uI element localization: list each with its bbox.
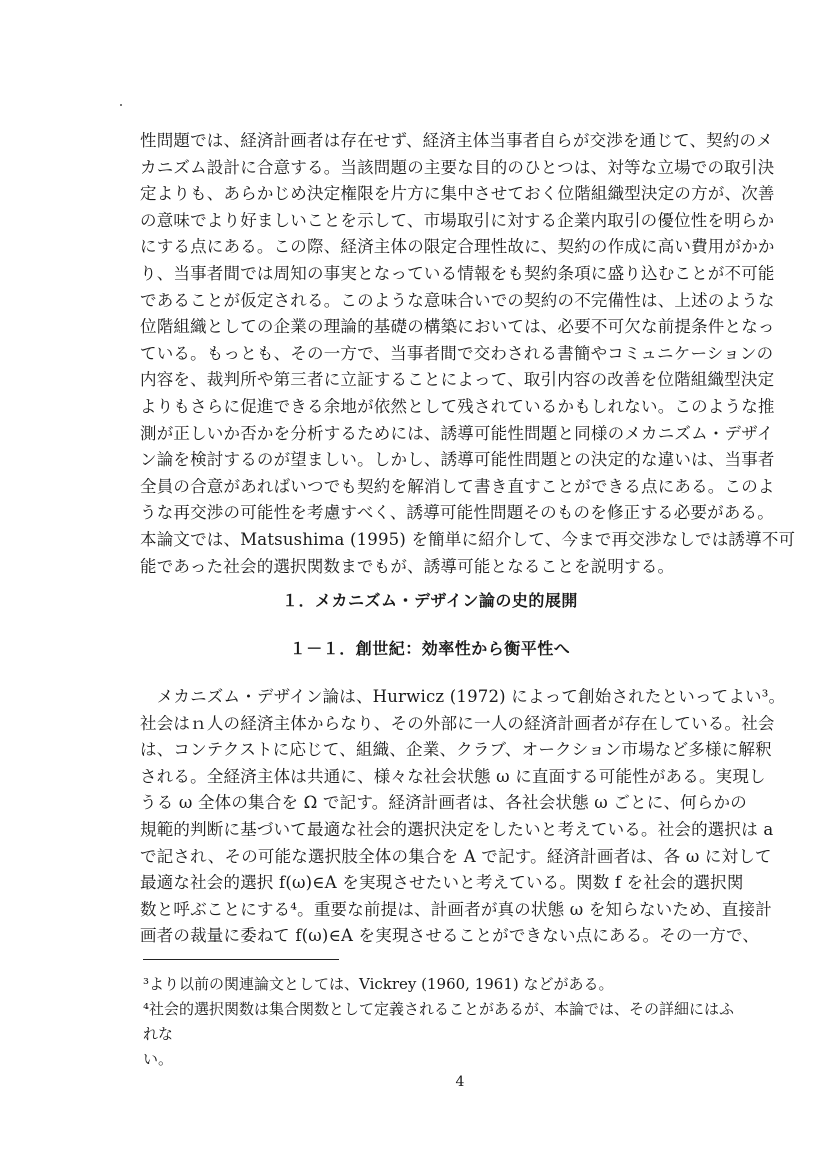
text-line: 内容を、裁判所や第三者に立証することによって、取引内容の改善を位階組織型決定 <box>140 370 775 390</box>
text-line: 能であった社会的選択関数までもが、誘導可能となることを説明する。 <box>140 556 675 576</box>
footnote-divider <box>143 959 339 960</box>
body-paragraph <box>140 684 786 950</box>
text-line: ン論を検討するのが望ましい。しかし、誘導可能性問題との決定的な違いは、当事者 <box>140 450 775 470</box>
text-line: カニズム設計に合意する。当該問題の主要な目的のひとつは、対等な立場での取引決 <box>140 157 775 177</box>
text-line: 画者の裁量に委ねて f(ω)∈A を実現させることができない点にある。その一方で、 <box>140 926 760 946</box>
text-line: で記され、その可能な選択肢全体の集合を A で記す。経済計画者は、各 ω に対して <box>140 846 772 866</box>
text-line: は、コンテクストに応じて、組織、企業、クラブ、オークション市場など多様に解釈 <box>140 740 772 760</box>
text-line: うな再交渉の可能性を考慮すべく、誘導可能性問題そのものを修正する必要がある。 <box>140 503 774 523</box>
footnote-4-line: ⁴社会的選択関数は集合関数として定義されることがあるが、本論では、その詳細にはふれな <box>143 1000 735 1043</box>
text-line: であることが仮定される。このような意味合いでの契約の不完備性は、上述のような <box>140 290 775 310</box>
scan-speck <box>120 104 122 106</box>
intro-paragraph <box>140 128 796 580</box>
text-line: 定よりも、あらかじめ決定権限を片方に集中させておく位階組織型決定の方が、次善 <box>140 184 775 204</box>
footnote-4-line: い。 <box>143 1050 174 1068</box>
text-line: り、当事者間では周知の事実となっている情報をも契約条項に盛り込むことが不可能 <box>140 263 775 283</box>
text-line: 位階組織としての企業の理論的基礎の構築においては、必要不可欠な前提条件となっ <box>140 317 775 337</box>
text-line: 全員の合意があればいつでも契約を解消して書き直すことができる点にある。このよ <box>140 476 775 496</box>
text-line: 社会はｎ人の経済主体からなり、その外部に一人の経済計画者が存在している。社会 <box>140 713 775 733</box>
text-line: 最適な社会的選択 f(ω)∈A を実現させたいと考えている。関数 f を社会的選択関 <box>140 873 744 893</box>
text-line: 規範的判断に基づいて最適な社会的選択決定をしたいと考えている。社会的選択は a <box>140 819 774 839</box>
footnote-3: ³より以前の関連論文としては、Vickrey (1960, 1961) などがある。 <box>143 975 614 993</box>
page-number: 4 <box>455 1074 465 1090</box>
section-heading: １．メカニズム・デザイン論の史的展開 <box>282 591 578 610</box>
text-line: 測が正しいか否かを分析するためには、誘導可能性問題と同様のメカニズム・デザイ <box>140 423 774 443</box>
text-line: 性問題では、経済計画者は存在せず、経済主体当事者自らが交渉を通じて、契約のメ <box>140 131 773 150</box>
footnote-4 <box>143 997 743 1072</box>
text-line: の意味でより好ましいことを示して、市場取引に対する企業内取引の優位性を明らか <box>140 210 775 230</box>
text-line: される。全経済主体は共通に、様々な社会状態 ω に直面する可能性がある。実現し <box>140 766 766 786</box>
text-line: にする点にある。この際、経済主体の限定合理性故に、契約の作成に高い費用がかか <box>140 237 775 257</box>
text-line: うる ω 全体の集合を Ω で記す。経済計画者は、各社会状態 ω ごとに、何らかの <box>140 793 747 813</box>
subsection-heading: １－１．創世紀：効率性から衡平性へ <box>289 639 571 658</box>
text-line: よりもさらに促進できる余地が依然として残されているかもしれない。このような推 <box>140 396 775 416</box>
text-line: ている。もっとも、その一方で、当事者間で交わされる書簡やコミュニケーションの <box>140 343 774 363</box>
text-line: 本論文では、Matsushima (1995) を簡単に紹介して、今まで再交渉なしでは誘導不可 <box>140 529 796 549</box>
text-line: メカニズム・デザイン論は、Hurwicz (1972) によって創始されたといってよい³。 <box>140 687 786 706</box>
text-line: 数と呼ぶことにする⁴。重要な前提は、計画者が真の状態 ω を知らないため、直接計 <box>140 899 772 919</box>
